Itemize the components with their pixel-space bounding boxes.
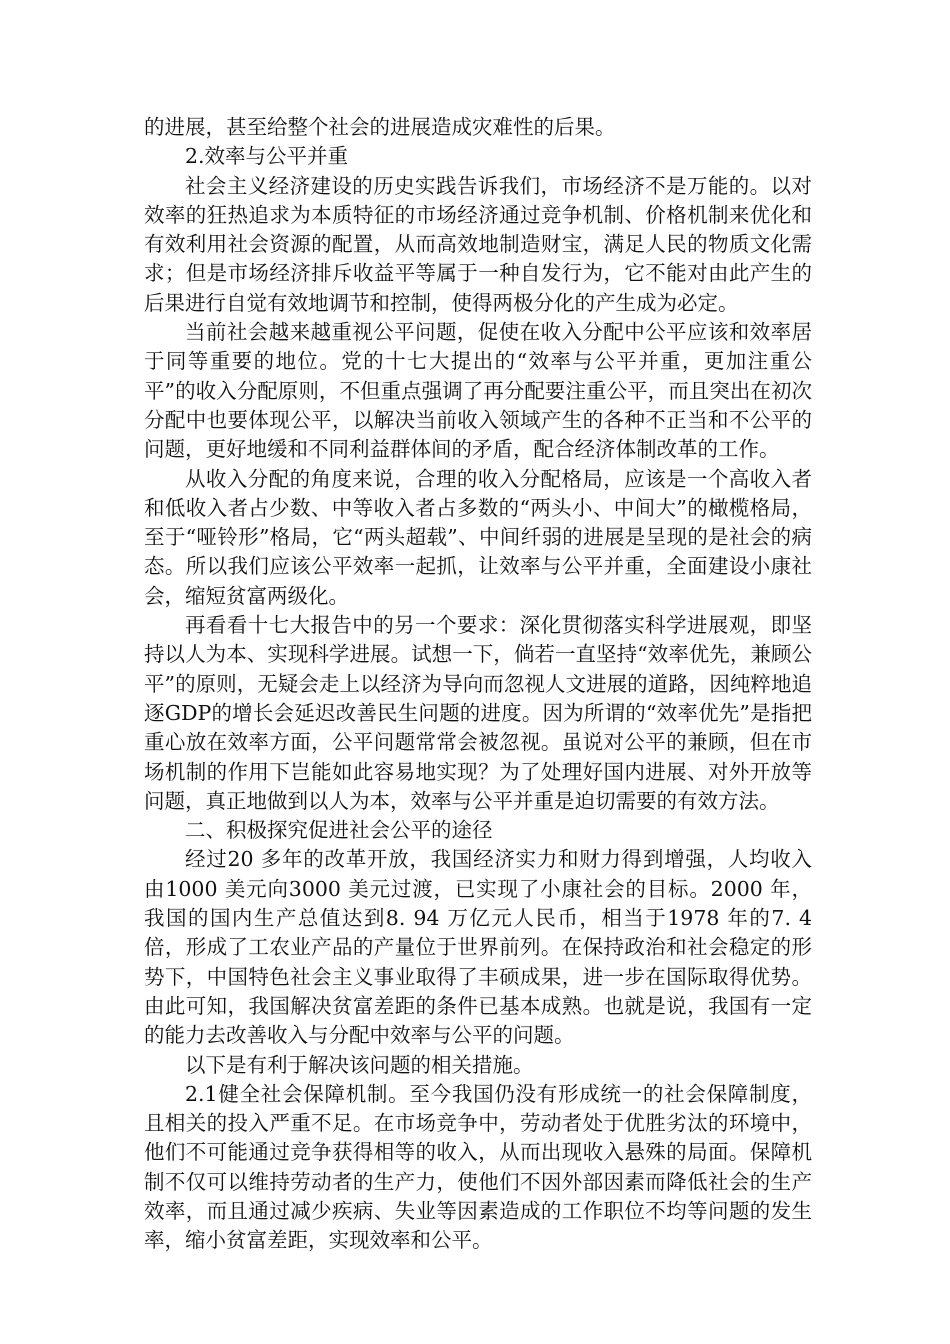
paragraph: 2.1健全社会保障机制。至今我国仍没有形成统一的社会保障制度，且相关的投入严重不足。在市场竞争中，劳动者处于优胜劣汰的环境中，他们不可能通过竞争获得相等的收入，从而出现收入悬殊的局面。保障机制不仅可以维持劳动者的生产力，使他们不因外部因素而降低社会的生产效率，而且通过减少疾病、失业等因素造成的工作职位不均等问题的发生率，缩小贫富差距，实现效率和公平。: [144, 1081, 812, 1253]
paragraph: 以下是有利于解决该问题的相关措施。: [185, 1052, 534, 1077]
paragraph: 再看看十七大报告中的另一个要求：深化贯彻落实科学进展观，即坚持以人为本、实现科学进展。试想一下，倘若一直坚持“效率优先，兼顾公平”的原则，无疑会走上以经济为导向而忽视人文进展的道路，因纯粹地追逐GDP的增长会延迟改善民生问题的进度。因为所谓的“效率优先”是指把重心放在效率方面，公平问题常常会被忽视。虽说对公平的兼顾，但在市场机制的作用下岂能如此容易地实现？为了处理好国内进展、对外开放等问题，真正地做到以人为本，效率与公平并重是迫切需要的有效方法。: [144, 613, 812, 813]
paragraph: 从收入分配的角度来说，合理的收入分配格局，应该是一个高收入者和低收入者占少数、中等收入者占多数的“两头小、中间大”的橄榄格局，至于“哑铃形”格局，它“两头超载”、中间纤弱的进展是呈现的是社会的病态。所以我们应该公平效率一起抓，让效率与公平并重，全面建设小康社会，缩短贫富两级化。: [144, 466, 812, 608]
paragraph: 社会主义经济建设的历史实践告诉我们，市场经济不是万能的。以对效率的狂热追求为本质特征的市场经济通过竞争机制、价格机制来优化和有效利用社会资源的配置，从而高效地制造财宝，满足人民的物质文化需求；但是市场经济排斥收益平等属于一种自发行为，它不能对由此产生的后果进行自觉有效地调节和控制，使得两极分化的产生成为必定。: [144, 173, 812, 315]
section-heading-explore-fairness: 二、积极探究促进社会公平的途径: [185, 818, 493, 843]
paragraph: 经过20 多年的改革开放，我国经济实力和财力得到增强，人均收入由1000 美元向3000 美元过渡，已实现了小康社会的目标。2000 年，我国的国内生产总值达到8. 94 万亿元人民币，相当于1978 年的7. 4 倍，形成了工农业产品的产量位于世界前列。在保持政治和社会稳定的形势下，中国特色社会主义事业取得了丰硕成果，进一步在国际取得优势。由此可知，我国解决贫富差距的条件已基本成熟。也就是说，我国有一定的能力去改善收入与分配中效率与公平的问题。: [144, 847, 812, 1048]
document-page: [144, 113, 812, 1256]
paragraph: 当前社会越来越重视公平问题，促使在收入分配中公平应该和效率居于同等重要的地位。党的十七大提出的“效率与公平并重，更加注重公平”的收入分配原则，不但重点强调了再分配要注重公平，而且突出在初次分配中也要体现公平，以解决当前收入领域产生的各种不正当和不公平的问题，更好地缓和不同利益群体间的矛盾，配合经济体制改革的工作。: [144, 320, 812, 462]
section-heading-efficiency-fairness: 2.效率与公平并重: [185, 144, 349, 169]
paragraph-continuation: 的进展，甚至给整个社会的进展造成灾难性的后果。: [144, 115, 616, 139]
